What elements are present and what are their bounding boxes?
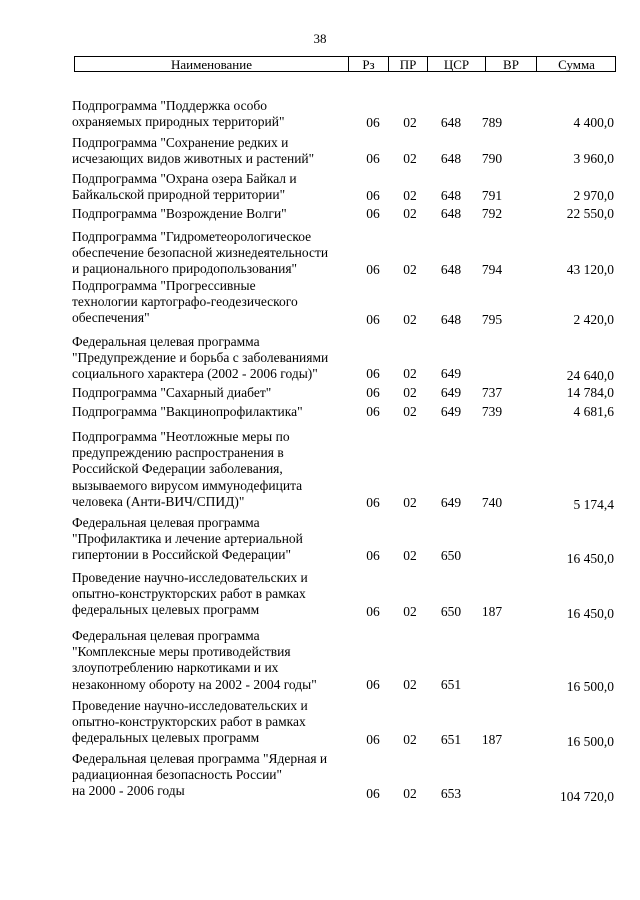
- row-pr: 02: [403, 732, 417, 747]
- row-name: Подпрограмма "Возрождение Волги": [72, 206, 287, 221]
- header-name: Наименование: [171, 57, 252, 72]
- row-pr: 02: [403, 366, 417, 381]
- row-sum: 16 500,0: [566, 679, 614, 694]
- header-csr: ЦСР: [427, 57, 485, 71]
- row-csr: 650: [440, 604, 462, 619]
- row-pr: 02: [403, 206, 417, 221]
- row-rz: 06: [366, 151, 380, 166]
- row-sum: 2 420,0: [573, 312, 614, 327]
- row-csr: 648: [440, 151, 462, 166]
- row-name: Подпрограмма "Вакцинопрофилактика": [72, 404, 303, 419]
- row-csr: 648: [440, 115, 462, 130]
- row-pr: 02: [403, 786, 417, 801]
- row-sum: 14 784,0: [566, 385, 614, 400]
- row-sum: 22 550,0: [566, 206, 614, 221]
- row-pr: 02: [403, 151, 417, 166]
- row-sum: 5 174,4: [573, 497, 614, 512]
- row-vr: 790: [481, 151, 503, 166]
- row-csr: 651: [440, 677, 462, 692]
- row-name: Федеральная целевая программа "Ядерная и радиационная безопасность России" на 2000 - 2006 годы: [72, 751, 328, 799]
- row-rz: 06: [366, 385, 380, 400]
- row-rz: 06: [366, 206, 380, 221]
- row-vr: 795: [481, 312, 503, 327]
- row-name: Подпрограмма "Сахарный диабет": [72, 385, 272, 400]
- row-pr: 02: [403, 604, 417, 619]
- row-vr: 791: [481, 188, 503, 203]
- row-name: Проведение научно-исследовательских и опытно-конструкторских работ в рамках федеральных целевых программ: [72, 698, 308, 746]
- row-rz: 06: [366, 604, 380, 619]
- row-name: Подпрограмма "Прогрессивные технологии картографо-геодезического обеспечения": [72, 278, 298, 326]
- row-vr: 187: [481, 604, 503, 619]
- row-pr: 02: [403, 312, 417, 327]
- row-vr: 792: [481, 206, 503, 221]
- row-sum: 24 640,0: [566, 368, 614, 383]
- row-sum: 16 450,0: [566, 551, 614, 566]
- header-pr: ПР: [388, 57, 427, 71]
- row-pr: 02: [403, 677, 417, 692]
- header-rz: Рз: [348, 57, 388, 71]
- row-sum: 43 120,0: [566, 262, 614, 277]
- row-rz: 06: [366, 495, 380, 510]
- row-csr: 651: [440, 732, 462, 747]
- page-number: 38: [313, 31, 327, 46]
- row-csr: 653: [440, 786, 462, 801]
- row-sum: 16 450,0: [566, 606, 614, 621]
- row-name: Подпрограмма "Гидрометеорологическое обеспечение безопасной жизнедеятельности и рационального природопользования": [72, 229, 329, 277]
- row-pr: 02: [403, 262, 417, 277]
- row-vr: 187: [481, 732, 503, 747]
- row-pr: 02: [403, 548, 417, 563]
- row-pr: 02: [403, 115, 417, 130]
- row-csr: 648: [440, 206, 462, 221]
- row-rz: 06: [366, 188, 380, 203]
- row-name: Подпрограмма "Сохранение редких и исчезающих видов животных и растений": [72, 135, 315, 167]
- row-vr: 737: [481, 385, 503, 400]
- row-sum: 2 970,0: [573, 188, 614, 203]
- row-rz: 06: [366, 262, 380, 277]
- row-csr: 650: [440, 548, 462, 563]
- row-rz: 06: [366, 732, 380, 747]
- row-csr: 649: [440, 366, 462, 381]
- table-header: [74, 56, 616, 72]
- row-sum: 4 681,6: [573, 404, 614, 419]
- row-csr: 649: [440, 404, 462, 419]
- row-name: Федеральная целевая программа "Комплексные меры противодействия злоупотреблению наркотиками и их незаконному обороту на 2002 - 2004 годы": [72, 628, 317, 692]
- row-rz: 06: [366, 677, 380, 692]
- row-pr: 02: [403, 385, 417, 400]
- row-vr: 794: [481, 262, 503, 277]
- row-rz: 06: [366, 312, 380, 327]
- row-rz: 06: [366, 115, 380, 130]
- row-name: Проведение научно-исследовательских и опытно-конструкторских работ в рамках федеральных целевых программ: [72, 570, 308, 618]
- row-sum: 104 720,0: [560, 789, 614, 804]
- row-rz: 06: [366, 366, 380, 381]
- row-vr: 739: [481, 404, 503, 419]
- row-csr: 649: [440, 385, 462, 400]
- row-name: Подпрограмма "Охрана озера Байкал и Байкальской природной территории": [72, 171, 297, 203]
- row-csr: 649: [440, 495, 462, 510]
- header-sum: Сумма: [536, 57, 616, 71]
- row-name: Подпрограмма "Поддержка особо охраняемых природных территорий": [72, 98, 285, 130]
- row-sum: 4 400,0: [573, 115, 614, 130]
- row-pr: 02: [403, 188, 417, 203]
- row-name: Подпрограмма "Неотложные меры по предупреждению распространения в Российской Федерации заболевания, вызываемого вирусом иммунодефицита человека (Анти-ВИЧ/СПИД)": [72, 429, 303, 509]
- row-sum: 3 960,0: [573, 151, 614, 166]
- row-vr: 789: [481, 115, 503, 130]
- row-name: Федеральная целевая программа "Профилактика и лечение артериальной гипертонии в Российской Федерации": [72, 515, 303, 563]
- row-sum: 16 500,0: [566, 734, 614, 749]
- row-csr: 648: [440, 262, 462, 277]
- row-csr: 648: [440, 312, 462, 327]
- row-rz: 06: [366, 404, 380, 419]
- row-rz: 06: [366, 548, 380, 563]
- row-pr: 02: [403, 495, 417, 510]
- row-pr: 02: [403, 404, 417, 419]
- row-csr: 648: [440, 188, 462, 203]
- row-name: Федеральная целевая программа "Предупреждение и борьба с заболеваниями социального характера (2002 - 2006 годы)": [72, 334, 329, 382]
- row-rz: 06: [366, 786, 380, 801]
- header-vr: ВР: [485, 57, 536, 71]
- row-vr: 740: [481, 495, 503, 510]
